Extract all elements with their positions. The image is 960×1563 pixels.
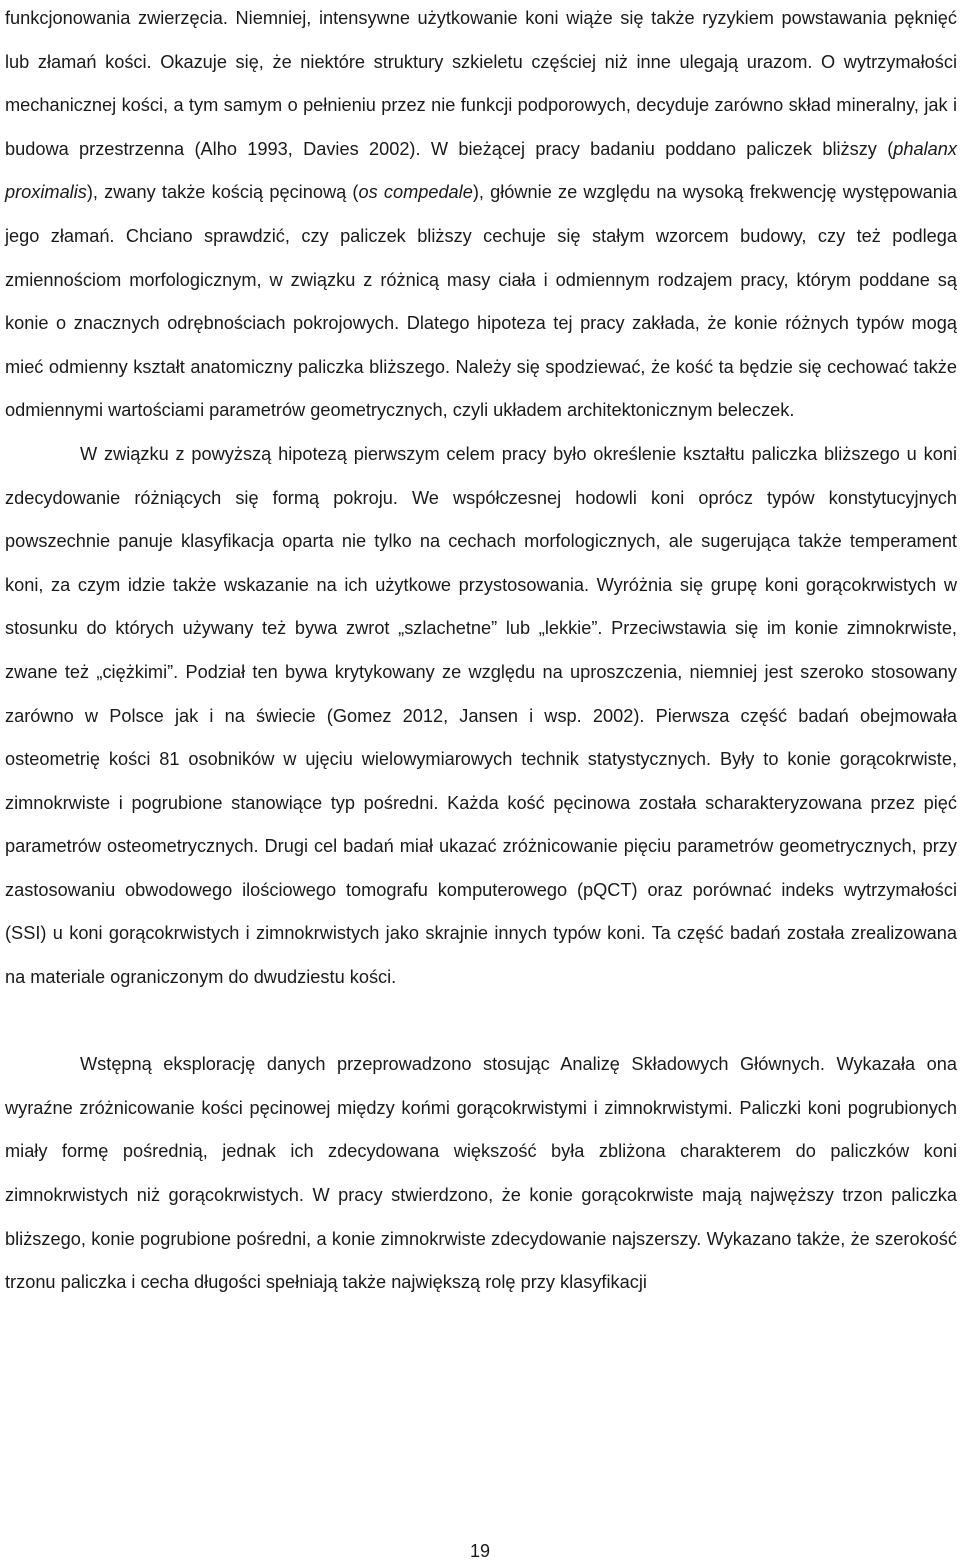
document-page (5, 0, 957, 1305)
paragraph-2: W związku z powyższą hipotezą pierwszym celem pracy było określenie kształtu paliczka bliższego u koni zdecydowanie różniących się formą pokroju. We współczesnej hodowli koni oprócz typów konstytucyjnych powszechnie panuje klasyfikacja oparta nie tylko na cechach morfologicznych, ale sugerująca także temperament koni, za czym idzie także wskazanie na ich użytkowe przystosowania. Wyróżnia się grupę koni gorącokrwistych w stosunku do których używany też bywa zwrot „szlachetne” lub „lekkie”. Przeciwstawia się im konie zimnokrwiste, zwane też „ciężkimi”. Podział ten bywa krytykowany ze względu na uproszczenia, niemniej jest szeroko stosowany zarówno w Polsce jak i na świecie (Gomez 2012, Jansen i wsp. 2002). Pierwsza część badań obejmowała osteometrię kości 81 osobników w ujęciu wielowymiarowych technik statystycznych. Były to konie gorącokrwiste, zimnokrwiste i pogrubione stanowiące typ pośredni. Każda kość pęcinowa została scharakteryzowana przez pięć parametrów osteometrycznych. Drugi cel badań miał ukazać zróżnicowanie pięciu parametrów geometrycznych, przy zastosowaniu obwodowego ilościowego tomografu komputerowego (pQCT) oraz porównać indeks wytrzymałości (SSI) u koni gorącokrwistych i zimnokrwistych jako skrajnie innych typów koni. Ta część badań została zrealizowana na materiale ograniczonym do dwudziestu kości. (5, 443, 957, 988)
paragraph-3: Wstępną eksplorację danych przeprowadzono stosując Analizę Składowych Głównych. Wykazała ona wyraźne zróżnicowanie kości pęcinowej między końmi gorącokrwistymi i zimnokrwistymi. Paliczki koni pogrubionych miały formę pośrednią, jednak ich zdecydowana większość była zbliżona charakterem do paliczków koni zimnokrwistych niż gorącokrwistych. W pracy stwierdzono, że konie gorącokrwiste mają najwęższy trzon paliczka bliższego, konie pogrubione pośredni, a konie zimnokrwiste zdecydowanie najszerszy. Wykazano także, że szerokość trzonu paliczka i cecha długości spełniają także największą rolę przy klasyfikacji (5, 1054, 957, 1293)
page-number: 19 (469, 1541, 491, 1561)
paragraph-1 (5, 0, 957, 433)
latin-term-os-compedale: os compedale (358, 182, 473, 203)
paragraph-1-text-a: funkcjonowania zwierzęcia. Niemniej, intensywne użytkowanie koni wiąże się także ryzykiem powstawania pęknięć lub złamań kości. Okazuje się, że niektóre struktury szkieletu częściej niż inne ulegają urazom. O wytrzymałości mechanicznej kości, a tym samym o pełnieniu przez nie funkcji podporowych, decyduje zarówno skład mineralny, jak i budowa przestrzenna (Alho 1993, Davies 2002). W bieżącej pracy badaniu poddano paliczek bliższy ( (5, 8, 957, 159)
latin-term-phalanx: phalanx proximalis (5, 138, 957, 203)
paragraph-spacer (5, 1000, 957, 1044)
paragraph-1-text-c: ), głównie ze względu na wysoką frekwencję występowania jego złamań. Chciano sprawdzić, czy paliczek bliższy cechuje się stałym wzorcem budowy, czy też podlega zmiennościom morfologicznym, w związku z różnicą masy ciała i odmiennym rodzajem pracy, którym poddane są konie o znacznych odrębnościach pokrojowych. Dlatego hipoteza tej pracy zakłada, że konie różnych typów mogą mieć odmienny kształt anatomiczny paliczka bliższego. Należy się spodziewać, że kość ta będzie się cechować także odmiennymi wartościami parametrów geometrycznych, czyli układem architektonicznym beleczek. (5, 182, 957, 421)
paragraph-1-text-b: ), zwany także kością pęcinową ( (86, 182, 359, 203)
